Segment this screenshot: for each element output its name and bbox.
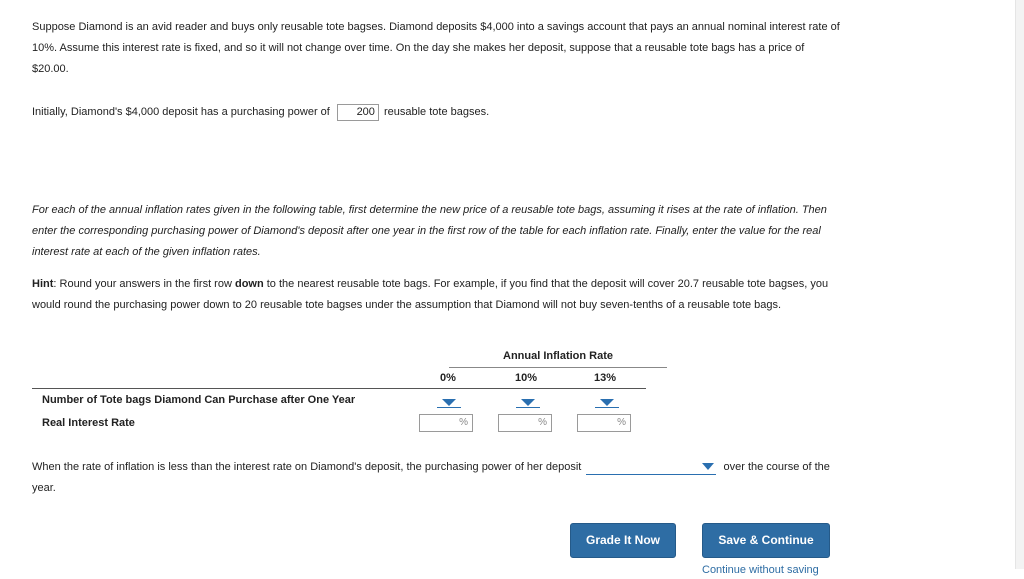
column-header-10pct: 10% bbox=[514, 372, 538, 384]
initial-power-input[interactable]: 200 bbox=[337, 104, 379, 121]
real-rate-input-10pct[interactable] bbox=[498, 414, 552, 432]
initial-power-sentence bbox=[32, 102, 844, 123]
chevron-down-icon bbox=[600, 399, 614, 406]
group-header-divider bbox=[449, 367, 667, 368]
percent-unit: % bbox=[538, 417, 547, 428]
header-divider bbox=[32, 388, 646, 389]
conclusion-suffix: over the course of the year. bbox=[32, 461, 830, 494]
initial-prefix: Initially, Diamond's $4,000 deposit has a purchasing power of bbox=[32, 106, 330, 118]
hint-bold-down: down bbox=[234, 278, 264, 290]
hint-text-a: : Round your answers in the first row bbox=[53, 278, 235, 290]
continue-without-saving-link[interactable]: Continue without saving bbox=[702, 564, 819, 576]
chevron-down-icon bbox=[442, 399, 456, 406]
percent-unit: % bbox=[617, 417, 626, 428]
dropdown-underline bbox=[437, 407, 461, 408]
inflation-table bbox=[32, 348, 646, 438]
real-rate-input-13pct[interactable] bbox=[577, 414, 631, 432]
table-group-header: Annual Inflation Rate bbox=[503, 350, 613, 362]
intro-paragraph: Suppose Diamond is an avid reader and buys only reusable tote bagses. Diamond deposits $4,000 into a savings account that pays an annual nominal interest rate of 10%. Assume this interest rate is fixed, and so it will not change over time. On the day she makes her deposit, suppose that a reusable tote bags has a price of $20.00. bbox=[32, 21, 840, 75]
instructions-paragraph: For each of the annual inflation rates given in the following table, first determine the new price of a reusable tote bags, assuming it rises at the rate of inflation. Then enter the corresponding purchasing power of Diamond's deposit after one year in the first row of the table for each inflation rate. Finally, enter the value for the real interest rate at each of the given inflation rates. bbox=[32, 204, 827, 258]
dropdown-underline bbox=[595, 407, 619, 408]
conclusion-prefix: When the rate of inflation is less than the interest rate on Diamond's deposit, the purchasing power of her deposit bbox=[32, 461, 582, 473]
save-continue-button[interactable]: Save & Continue bbox=[702, 523, 830, 558]
chevron-down-icon bbox=[521, 399, 535, 406]
initial-suffix: reusable tote bagses. bbox=[383, 106, 490, 118]
hint-paragraph bbox=[32, 274, 844, 316]
conclusion-sentence bbox=[32, 457, 844, 499]
real-rate-input-0pct[interactable] bbox=[419, 414, 473, 432]
hint-text-b: to the nearest reusable tote bags. For example, if you find that the deposit will cover 20.7 reusable tote bagses, you would round the purchasing power down to 20 reusable tote bagses under the assumption that Diamond will not buy seven-tenths of a reusable tote bags. bbox=[32, 278, 829, 311]
row-label-purchase: Number of Tote bags Diamond Can Purchase after One Year bbox=[42, 394, 356, 406]
column-header-13pct: 13% bbox=[593, 372, 617, 384]
column-header-0pct: 0% bbox=[440, 372, 456, 384]
chevron-down-icon bbox=[702, 463, 714, 470]
dropdown-underline bbox=[516, 407, 540, 408]
grade-it-now-button[interactable]: Grade It Now bbox=[570, 523, 676, 558]
hint-label: Hint bbox=[32, 278, 54, 290]
vertical-scrollbar[interactable] bbox=[1015, 0, 1024, 569]
conclusion-dropdown[interactable] bbox=[586, 460, 716, 475]
row-label-real-rate: Real Interest Rate bbox=[42, 417, 135, 429]
percent-unit: % bbox=[459, 417, 468, 428]
